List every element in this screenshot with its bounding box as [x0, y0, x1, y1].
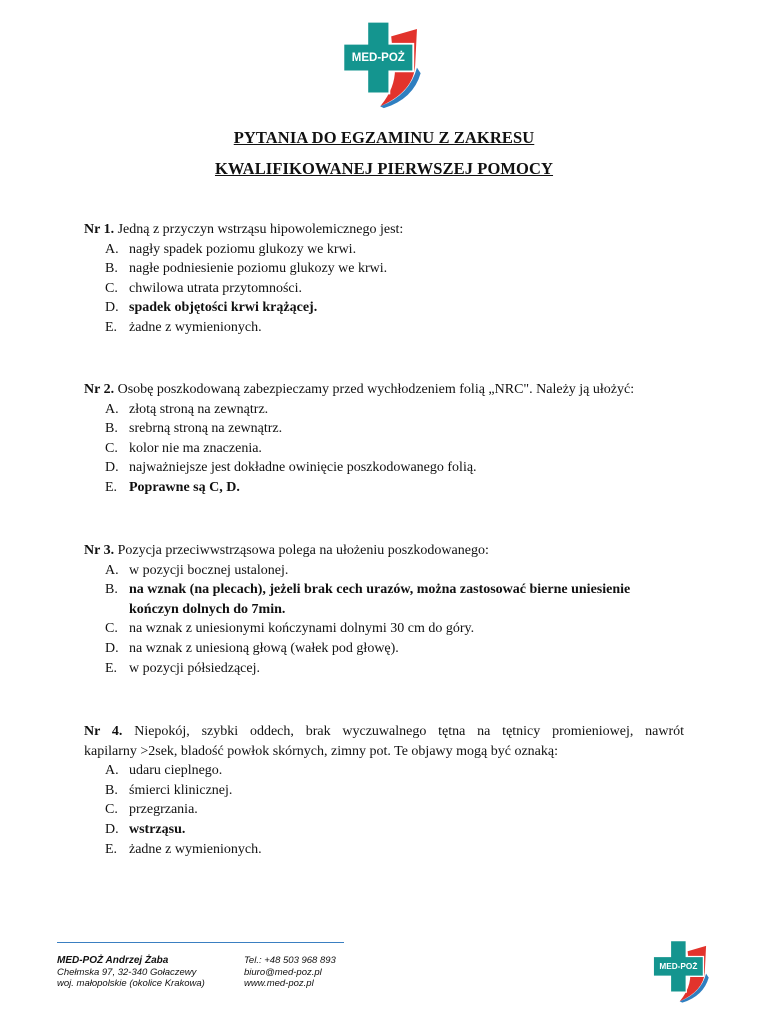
answer-b-correct: B. na wznak (na plecach), jeżeli brak cech urazów, można zastosować bierne uniesienie kończyn dolnych do 7min.	[105, 582, 631, 617]
document-title-line-2: KWALIFIKOWANEJ PIERWSZEJ POMOCY	[214, 159, 554, 178]
svg-text:MED-POŻ: MED-POŻ	[659, 962, 698, 972]
footer-company: MED-POŻ Andrzej Żaba	[57, 955, 169, 966]
question-4-text-line-1: Nr 4. Niepokój, szybki oddech, brak wyczuwalnego tętna na tętnicy promieniowej, nawrót	[84, 724, 685, 739]
question-2-text: Nr 2. Osobę poszkodowaną zabezpieczamy przed wychłodzeniem folią „NRC". Należy ją ułożyć:	[84, 382, 635, 397]
answer-d: D. na wznak z uniesioną głową (wałek pod głowę).	[105, 640, 399, 656]
question-4-text-line-2: kapilarny >2sek, bladość powłok skórnych, zimny pot. Te objawy mogą być oznaką:	[84, 743, 558, 759]
question-3	[84, 541, 684, 678]
question-2	[84, 380, 684, 498]
answer-c: C. na wznak z uniesionymi kończynami dolnymi 30 cm do góry.	[105, 621, 475, 637]
answer-d: D. najważniejsze jest dokładne owinięcie poszkodowanego folią.	[105, 460, 477, 476]
footer-region: woj. małopolskie (okolice Krakowa)	[57, 978, 205, 989]
question-number: Nr 1.	[84, 222, 115, 237]
question-1	[84, 220, 684, 338]
document-title-line-1: PYTANIA DO EGZAMINU Z ZAKRESU	[233, 128, 535, 147]
question-1-text: Nr 1. Jedną z przyczyn wstrząsu hipowolemicznego jest:	[84, 222, 404, 237]
question-4	[84, 722, 684, 859]
footer-address	[57, 955, 205, 990]
question-number: Nr 2.	[84, 382, 115, 397]
answer-a: A. w pozycji bocznej ustalonej.	[105, 562, 289, 578]
answer-e: E. w pozycji półsiedzącej.	[105, 660, 261, 676]
answer-b: B. śmierci klinicznej.	[105, 782, 233, 798]
svg-text:MED-POŻ: MED-POŻ	[351, 52, 405, 65]
question-number: Nr 4.	[84, 724, 123, 739]
med-poz-logo-small	[648, 938, 714, 1004]
answer-e-correct: E. Poprawne są C, D.	[105, 479, 240, 495]
answer-a: A. nagły spadek poziomu glukozy we krwi.	[105, 241, 357, 257]
footer-contact	[244, 955, 336, 990]
answer-d-correct: D. wstrząsu.	[105, 821, 186, 837]
answer-a: A. udaru cieplnego.	[105, 763, 223, 779]
footer-email-link[interactable]: biuro@med-poz.pl	[244, 966, 322, 978]
answer-list	[84, 400, 684, 498]
answer-e: E. żadne z wymienionych.	[105, 319, 262, 335]
answer-c: C. przegrzania.	[105, 802, 198, 818]
answer-b: B. nagłe podniesienie poziomu glukozy we krwi.	[105, 261, 388, 277]
footer-street: Chełmska 97, 32-340 Gołaczewy	[57, 966, 197, 978]
question-number: Nr 3.	[84, 543, 115, 558]
footer-divider	[57, 942, 344, 943]
answer-c: C. kolor nie ma znaczenia.	[105, 440, 262, 456]
answer-c: C. chwilowa utrata przytomności.	[105, 280, 303, 296]
footer-website-link[interactable]: www.med-poz.pl	[244, 978, 314, 989]
answer-list	[84, 761, 684, 859]
answer-a: A. złotą stroną na zewnątrz.	[105, 401, 269, 417]
answer-e: E. żadne z wymienionych.	[105, 841, 262, 857]
answer-list	[84, 561, 684, 679]
footer-phone: Tel.: +48 503 968 893	[244, 955, 336, 966]
answer-b: B. srebrną stroną na zewnątrz.	[105, 421, 283, 437]
question-3-text: Nr 3. Pozycja przeciwwstrząsowa polega na ułożeniu poszkodowanego:	[84, 543, 489, 558]
answer-d-correct: D. spadek objętości krwi krążącej.	[105, 300, 318, 316]
med-poz-logo	[336, 18, 428, 110]
answer-list	[84, 240, 684, 338]
